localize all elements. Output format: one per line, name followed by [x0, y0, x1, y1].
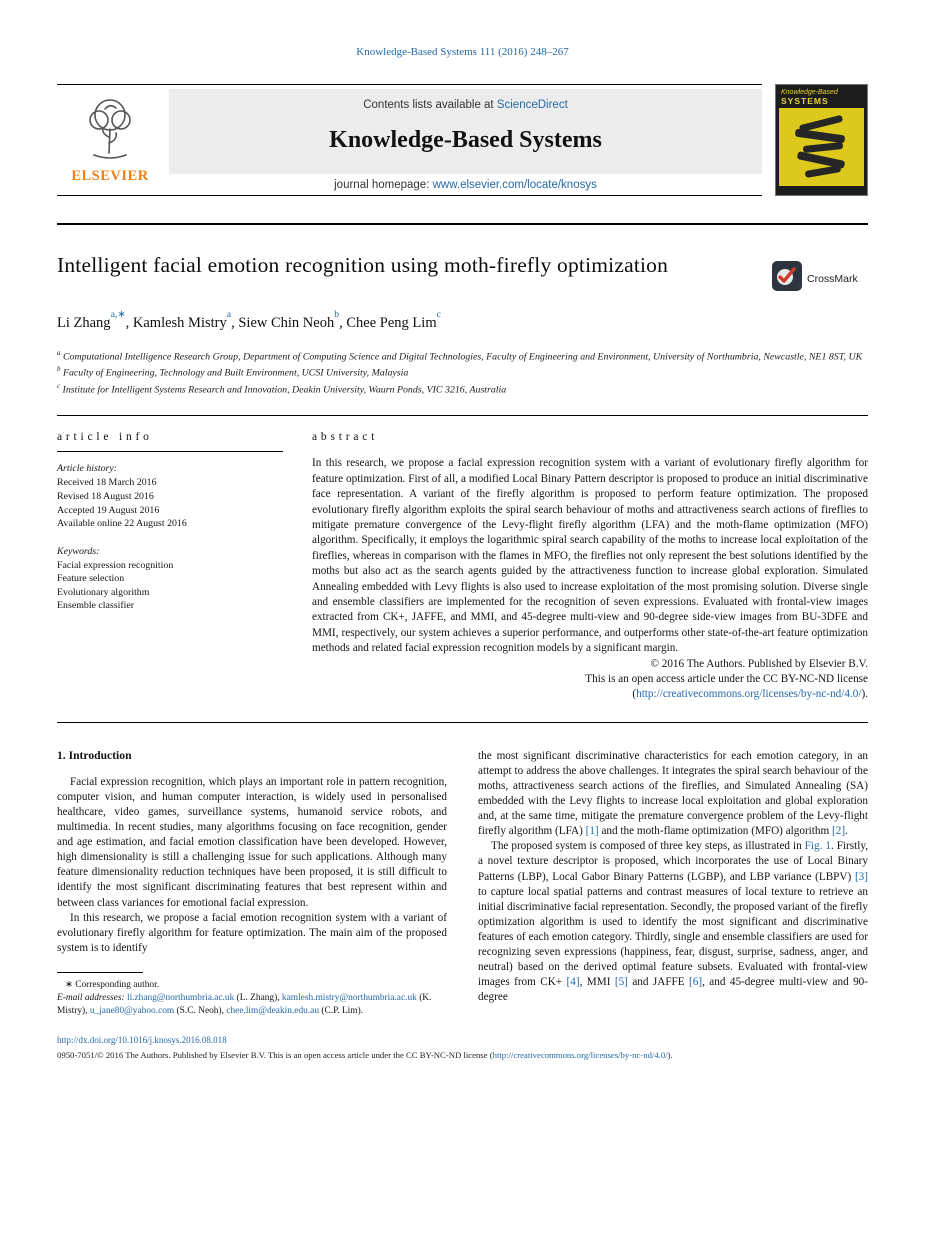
email-label: E-mail addresses: — [57, 992, 125, 1003]
paragraph: The proposed system is composed of three key steps, as illustrated in Fig. 1. Firstly, a novel texture descriptor is proposed, which incorporates the use of Local Binary Patterns (LBP), Local Gabor Binary Patterns (LGBP), and LBP variance (LBPV) [3] to capture local spatial patterns and contrast measures of local texture to retrieve an initial discriminative facial representation. Secondly, the proposed variant of the firefly optimization algorithm is used to identify the most significant and discriminative features of each emotion category. Thirdly, single and ensemble classifiers are used for recognizing seven expressions (happiness, fear, disgust, surprise, sadness, anger, and neutral) based on the derived optimal feature subsets. Evaluated with frontal-view images from CK+ [4], MMI [5] and JAFFE [6], and 45-degree multi-view and 90-degree — [478, 840, 868, 1004]
keywords-block — [57, 546, 283, 613]
cover-title-line2: SYSTEMS — [781, 96, 829, 106]
figure-1-ref[interactable]: Fig. 1 — [804, 840, 831, 853]
license-link[interactable]: http://creativecommons.org/licenses/by-nc-nd/4.0/ — [636, 688, 862, 701]
email-link[interactable]: u_jane80@yahoo.com — [89, 1005, 175, 1016]
license-link-bottom[interactable]: http://creativecommons.org/licenses/by-nc-nd/4.0/ — [492, 1050, 668, 1061]
keyword: Ensemble classifier — [57, 600, 135, 612]
affiliation: $^b$ Faculty of Engineering, Technology and Built Environment, UCSI University, Malaysia — [57, 366, 409, 379]
journal-title: Knowledge-Based Systems — [329, 127, 602, 153]
citation-ref-5[interactable]: [5] — [614, 976, 628, 989]
homepage-prefix: journal homepage: — [334, 179, 433, 191]
paragraph: In this research, we propose a facial emotion recognition system with a variant of evolutionary firefly algorithm for feature optimization. The main aim of the proposed system is to identify — [57, 911, 447, 954]
doi-line — [57, 1035, 868, 1045]
citation-ref-1[interactable]: [1] — [585, 825, 599, 838]
history-item: Available online 22 August 2016 — [57, 518, 187, 530]
info-abstract-section — [57, 416, 868, 703]
masthead-center — [163, 85, 762, 195]
left-column — [57, 749, 447, 1018]
author-affiliation-sup[interactable]: a,∗ — [110, 308, 126, 320]
keywords-label: Keywords: — [57, 545, 100, 557]
email-link[interactable]: li.zhang@northumbria.ac.uk — [126, 992, 235, 1003]
affiliation-list — [57, 347, 868, 397]
history-item: Received 18 March 2016 — [57, 477, 157, 489]
author: Li Zhang$^{a,∗}$, — [57, 308, 133, 331]
history-item: Revised 18 August 2016 — [57, 490, 154, 502]
abstract-license-line: This is an open access article under the CC BY-NC-ND license — [585, 673, 868, 686]
journal-cover-thumbnail[interactable] — [775, 84, 868, 196]
elsevier-logo[interactable] — [57, 85, 163, 195]
keyword: Facial expression recognition — [57, 559, 174, 571]
author-affiliation-sup[interactable]: c — [436, 308, 441, 320]
masthead-bottom-rule — [57, 223, 868, 225]
sciencedirect-link[interactable]: ScienceDirect — [496, 99, 568, 111]
crossmark-label: CrossMark — [807, 272, 858, 285]
contents-prefix: Contents lists available at — [363, 99, 497, 111]
masthead-banner — [57, 84, 762, 196]
colophon — [57, 1035, 868, 1060]
article-title: Intelligent facial emotion recognition using moth-firefly optimization — [57, 253, 669, 277]
paragraph: the most significant discriminative characteristics for each emotion category, in an attempt to address the above challenges. It integrates the spiral search behaviour of the moths, attractiveness search actions of the fireflies, and Simulated Annealing (SA) embedded with the Levy flights to increase local exploitation and global exploration and, at the same time, mitigate the premature convergence problem of the Levy-flight firefly algorithm (LFA) [1] and the moth-flame optimization (MFO) algorithm [2]. — [478, 749, 868, 838]
author: Chee Peng Lim$^c$ — [346, 308, 441, 331]
email-link[interactable]: kamlesh.mistry@northumbria.ac.uk — [281, 992, 417, 1003]
journal-citation — [57, 46, 868, 58]
masthead — [57, 84, 868, 196]
paragraph: Facial expression recognition, which plays an important role in pattern recognition, computer vision, and human computer interaction, is widely used in personalised healthcare, video games, surveillance systems, humanoid service robots, and multimedia. In recent studies, many algorithms focusing on face recognition, gender and age estimation, and facial emotion classification have been developed. However, high dimensionality is still a challenging issue for such applications. Although many feature dimensionality reduction techniques have been proposed, it is still difficult to identify the most significant discriminating features that best represent within and between class variances for emotional facial expression. — [57, 775, 447, 909]
article-info-rule — [57, 451, 283, 452]
issn-copyright-line: 0950-7051/© 2016 The Authors. Published by Elsevier B.V. This is an open access article under the CC BY-NC-ND license (http://creativecommons.org/licenses/by-nc-nd/4.0/). — [57, 1050, 673, 1061]
abstract-column — [312, 431, 868, 703]
article-info-column — [57, 431, 283, 703]
abstract-license-url-line: (http://creativecommons.org/licenses/by-nc-nd/4.0/). — [632, 688, 868, 701]
citation-ref-4[interactable]: [4] — [566, 976, 580, 989]
article-info-heading: article info — [57, 431, 153, 444]
info-section-bottom-rule — [57, 722, 868, 723]
cover-title-line1: Knowledge-Based — [781, 89, 838, 96]
footnote-block — [57, 972, 447, 1017]
citation-ref-2[interactable]: [2] — [832, 825, 846, 838]
keyword: Evolutionary algorithm — [57, 586, 150, 598]
contents-line — [169, 99, 762, 111]
abstract-text: In this research, we propose a facial expression recognition system with a variant of evolutionary firefly algorithm for feature optimization. First of all, a modified Local Binary Pattern descriptor is proposed to produce an initial discriminative face representation. A variant of the firefly algorithm is proposed to perform feature optimization. The proposed evolutionary firefly algorithm exploits the spiral search behaviour of moths and attractiveness search actions of fireflies to mitigate premature convergence of the Levy-flight firefly algorithm (LFA) and the moth-flame optimization (MFO) algorithm. Specifically, it employs the logarithmic spiral search capability of the moths to increase local exploitation of the fireflies, whereas in comparison with the flames in MFO, the fireflies not only represent the best solutions identified by the moths but also act as the search agents guided by the attractiveness function to increase global exploration. Simulated Annealing embedded with Levy flights is also used to increase exploitation of the most promising solution. Diverse single and ensemble classifiers are implemented for the recognition of seven expressions. Evaluated with frontal-view images extracted from CK+, JAFFE, and MMI, and 45-degree multi-view and 90-degree side-view images from BU-3DFE and MMI, respectively, our system achieves a superior performance, and outperforms other state-of-the-art feature optimization methods and related facial expression recognition models by a significant margin. — [312, 457, 868, 655]
elsevier-wordmark: ELSEVIER — [71, 168, 149, 184]
author: Siew Chin Neoh$^b$, — [238, 308, 347, 331]
citation-ref-3[interactable]: [3] — [854, 870, 868, 883]
elsevier-tree-icon — [76, 95, 144, 166]
corresponding-author-note: ∗ Corresponding author. — [65, 979, 160, 990]
contents-panel — [169, 89, 762, 174]
section-heading-introduction: 1. Introduction — [57, 748, 132, 762]
author: Kamlesh Mistry$^a$, — [132, 308, 239, 331]
abstract-copyright: © 2016 The Authors. Published by Elsevier B.V. — [650, 657, 868, 670]
main-text — [57, 749, 868, 1018]
doi-link[interactable]: http://dx.doi.org/10.1016/j.knosys.2016.08.018 — [57, 1035, 227, 1046]
journal-homepage-link[interactable]: www.elsevier.com/locate/knosys — [432, 179, 597, 191]
affiliation: $^a$ Computational Intelligence Research Group, Department of Computing Science and Digital Technologies, Faculty of Engineering and Environment, University of Northumbria, Newcastle, NE1 8ST, UK — [57, 349, 863, 363]
history-item: Accepted 19 August 2016 — [57, 504, 160, 516]
author-affiliation-sup[interactable]: a — [226, 308, 232, 320]
author-affiliation-sup[interactable]: b — [334, 308, 340, 320]
cover-artwork — [779, 108, 864, 186]
abstract-heading: abstract — [312, 431, 379, 444]
author-list — [57, 308, 868, 332]
journal-homepage-line — [169, 174, 762, 195]
right-column — [478, 749, 868, 1018]
crossmark-badge[interactable] — [772, 261, 868, 296]
affiliation: $^c$ Institute for Intelligent Systems Research and Innovation, Deakin University, Waurn Ponds, VIC 3216, Australia — [57, 382, 507, 396]
crossmark-icon — [772, 261, 802, 296]
article-history-label: Article history: — [57, 463, 118, 475]
journal-citation-link[interactable]: Knowledge-Based Systems 111 (2016) 248–267 — [356, 46, 569, 58]
email-addresses: E-mail addresses: li.zhang@northumbria.ac.uk (L. Zhang), kamlesh.mistry@northumbria.ac.uk (K. Mistry), u_jane80@yahoo.com (S.C. Neoh), chee.lim@deakin.edu.au (C.P. Lim). — [57, 992, 432, 1016]
email-link[interactable]: chee.lim@deakin.edu.au — [226, 1005, 320, 1016]
keyword: Feature selection — [57, 573, 125, 585]
footnote-rule — [57, 972, 143, 973]
citation-ref-6[interactable]: [6] — [689, 976, 703, 989]
title-row — [57, 253, 868, 296]
